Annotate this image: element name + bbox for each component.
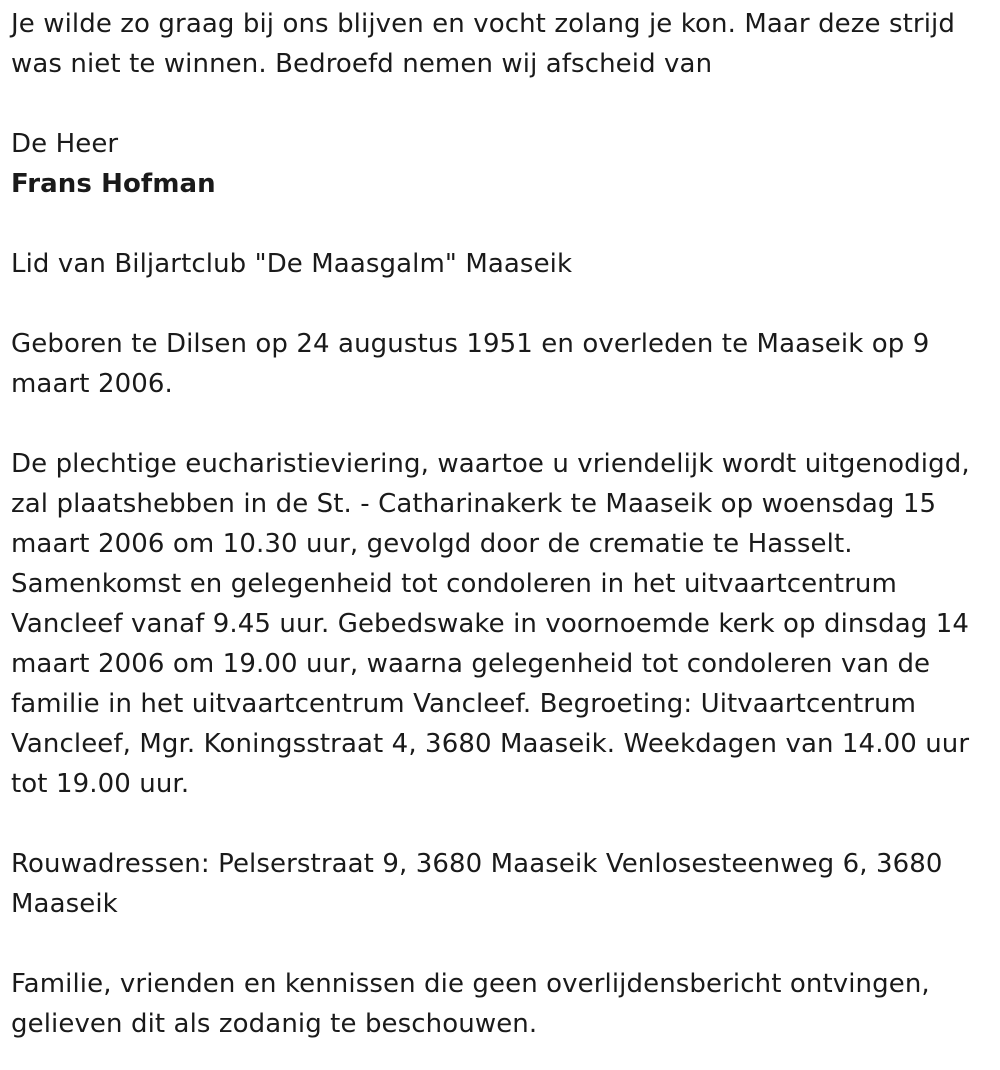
birth-death-text: Geboren te Dilsen op 24 augustus 1951 en overleden te Maaseik op 9 maart 2006. [11,329,930,399]
membership-text: Lid van Biljartclub "De Maasgalm" Maaseik [11,249,573,279]
salutation: De Heer [11,129,119,159]
deceased-heading [11,124,990,204]
obituary-notice [11,4,990,1044]
deceased-name: Frans Hofman [11,169,216,199]
mourning-addresses: Rouwadressen: Pelserstraat 9, 3680 Maaseik Venlosesteenweg 6, 3680 Maaseik [11,849,943,919]
intro-text: Je wilde zo graag bij ons blijven en vocht zolang je kon. Maar deze strijd was niet te winnen. Bedroefd nemen wij afscheid van [11,9,955,79]
closing-text: Familie, vrienden en kennissen die geen overlijdensbericht ontvingen, gelieven dit als zodanig te beschouwen. [11,969,930,1039]
ceremony-text: De plechtige eucharistieviering, waartoe u vriendelijk wordt uitgenodigd, zal plaatshebben in de St. - Catharinakerk te Maaseik op woensdag 15 maart 2006 om 10.30 uur, gevolgd door de crematie te Hasselt. Samenkomst en gelegenheid tot condoleren in het uitvaartcentrum Vancleef vanaf 9.45 uur. Gebedswake in voornoemde kerk op dinsdag 14 maart 2006 om 19.00 uur, waarna gelegenheid tot condoleren van de familie in het uitvaartcentrum Vancleef. Begroeting: Uitvaartcentrum Vancleef, Mgr. Koningsstraat 4, 3680 Maaseik. Weekdagen van 14.00 uur tot 19.00 uur. [11,449,970,799]
